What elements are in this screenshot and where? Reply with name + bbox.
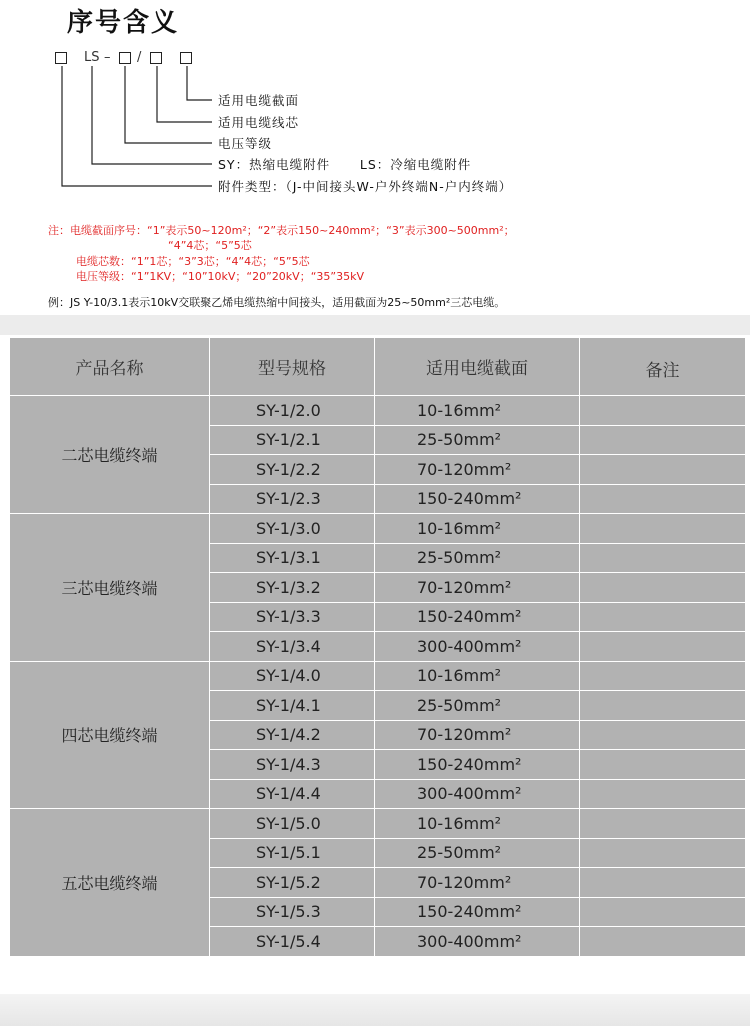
spec-table [9, 337, 746, 957]
table-row [10, 514, 746, 544]
code-ls-text: LS [84, 50, 100, 65]
model-cell: SY-1/4.0 [210, 661, 375, 691]
footer-band [0, 994, 750, 1026]
group-name: 四芯电缆终端 [10, 661, 210, 809]
legend-label-cores: 适用电缆线芯 [218, 115, 300, 130]
model-cell: SY-1/2.3 [210, 484, 375, 514]
section-cell: 10-16mm² [375, 661, 580, 691]
section-cell: 70-120mm² [375, 868, 580, 898]
col-header-remarks: 备注 [580, 338, 746, 396]
section-cell: 70-120mm² [375, 455, 580, 485]
legend-label-type: 附件类型：（J-中间接头W-户外终端N-户内终端） [218, 179, 513, 194]
legend-label-voltage: 电压等级 [218, 136, 273, 151]
remarks-cell [580, 897, 746, 927]
table-row [10, 809, 746, 839]
model-cell: SY-1/4.4 [210, 779, 375, 809]
model-cell: SY-1/2.2 [210, 455, 375, 485]
group-name: 五芯电缆终端 [10, 809, 210, 957]
section-cell: 25-50mm² [375, 543, 580, 573]
code-legend-section [0, 0, 750, 315]
section-cell: 10-16mm² [375, 809, 580, 839]
table-row [10, 396, 746, 426]
section-cell: 70-120mm² [375, 573, 580, 603]
model-cell: SY-1/3.1 [210, 543, 375, 573]
note-line-section: 注：电缆截面序号：“1”表示50~120m²；“2”表示150~240mm²；“3”表示300~500mm²； [48, 224, 515, 237]
legend-label-sy-ls: SY：热缩电缆附件 LS：冷缩电缆附件 [218, 157, 472, 172]
col-header-section: 适用电缆截面 [375, 338, 580, 396]
remarks-cell [580, 396, 746, 426]
table-header-row [10, 338, 746, 396]
section-cell: 150-240mm² [375, 602, 580, 632]
remarks-cell [580, 455, 746, 485]
model-cell: SY-1/4.2 [210, 720, 375, 750]
note-line-cores: 电缆芯数：“1”1芯；“3”3芯；“4”4芯；“5”5芯 [76, 255, 310, 268]
remarks-cell [580, 514, 746, 544]
note-line-voltage: 电压等级：“1”1KV；“10”10kV；“20”20kV；“35”35kV [76, 270, 364, 283]
table-row [10, 661, 746, 691]
model-cell: SY-1/2.1 [210, 425, 375, 455]
section-cell: 150-240mm² [375, 750, 580, 780]
section-cell: 25-50mm² [375, 425, 580, 455]
remarks-cell [580, 779, 746, 809]
section-cell: 25-50mm² [375, 691, 580, 721]
model-cell: SY-1/4.3 [210, 750, 375, 780]
section-cell: 25-50mm² [375, 838, 580, 868]
model-cell: SY-1/5.4 [210, 927, 375, 957]
section-cell: 300-400mm² [375, 632, 580, 662]
remarks-cell [580, 543, 746, 573]
group-name: 三芯电缆终端 [10, 514, 210, 662]
note-line-section-cont: “4”4芯；“5”5芯 [168, 239, 252, 252]
model-cell: SY-1/5.3 [210, 897, 375, 927]
section-cell: 150-240mm² [375, 897, 580, 927]
model-cell: SY-1/4.1 [210, 691, 375, 721]
remarks-cell [580, 809, 746, 839]
remarks-cell [580, 691, 746, 721]
section-cell: 70-120mm² [375, 720, 580, 750]
group-name: 二芯电缆终端 [10, 396, 210, 514]
col-header-product: 产品名称 [10, 338, 210, 396]
remarks-cell [580, 602, 746, 632]
model-cell: SY-1/5.2 [210, 868, 375, 898]
remarks-cell [580, 927, 746, 957]
remarks-cell [580, 484, 746, 514]
remarks-cell [580, 661, 746, 691]
section-cell: 10-16mm² [375, 514, 580, 544]
section-cell: 10-16mm² [375, 396, 580, 426]
page-title: 序号含义 [67, 8, 180, 38]
remarks-cell [580, 868, 746, 898]
remarks-cell [580, 425, 746, 455]
section-cell: 150-240mm² [375, 484, 580, 514]
col-header-model: 型号规格 [210, 338, 375, 396]
code-slash: / [137, 50, 142, 65]
section-cell: 300-400mm² [375, 927, 580, 957]
example-text: 例：JS Y-10/3.1表示10kV交联聚乙烯电缆热缩中间接头，适用截面为25~50mm²三芯电缆。 [48, 296, 506, 309]
model-cell: SY-1/5.1 [210, 838, 375, 868]
model-cell: SY-1/3.4 [210, 632, 375, 662]
remarks-cell [580, 573, 746, 603]
remarks-cell [580, 720, 746, 750]
model-cell: SY-1/5.0 [210, 809, 375, 839]
remarks-cell [580, 838, 746, 868]
remarks-cell [580, 750, 746, 780]
model-cell: SY-1/3.2 [210, 573, 375, 603]
legend-label-section: 适用电缆截面 [218, 93, 300, 108]
section-divider [0, 315, 750, 335]
model-cell: SY-1/3.0 [210, 514, 375, 544]
section-cell: 300-400mm² [375, 779, 580, 809]
code-dash: – [104, 50, 111, 65]
model-cell: SY-1/2.0 [210, 396, 375, 426]
model-cell: SY-1/3.3 [210, 602, 375, 632]
remarks-cell [580, 632, 746, 662]
